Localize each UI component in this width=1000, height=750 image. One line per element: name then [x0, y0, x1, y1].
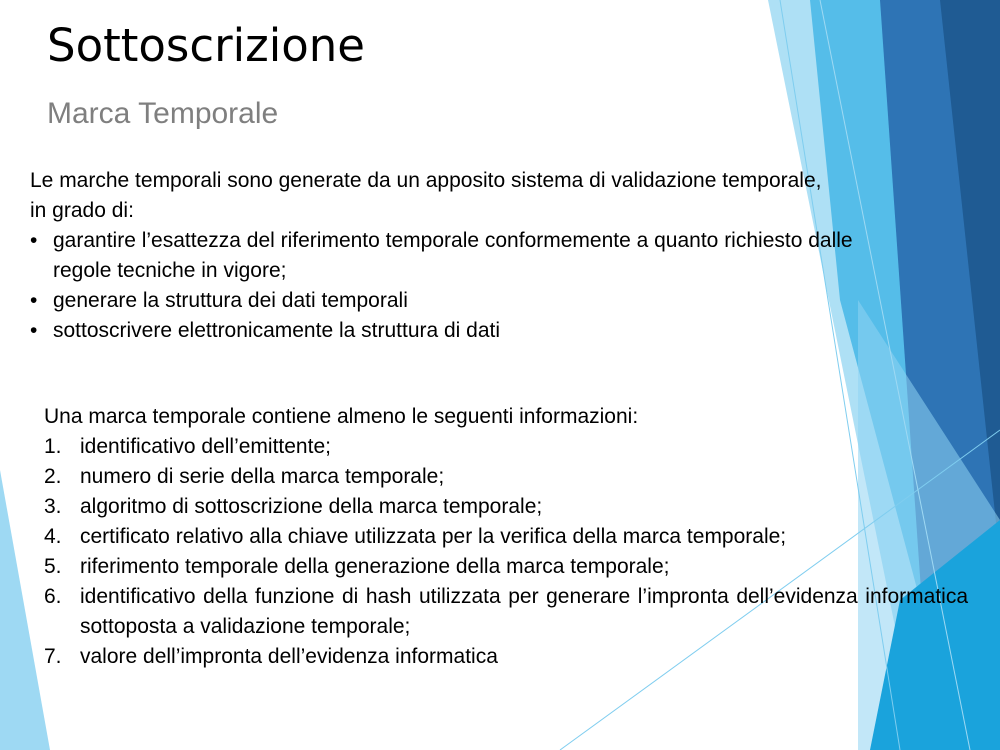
numbered-list-intro: Una marca temporale contiene almeno le seguenti informazioni:: [44, 405, 639, 428]
list-item: [30, 226, 860, 286]
item-text: riferimento temporale della generazione della marca temporale;: [80, 555, 670, 578]
list-item: [44, 492, 968, 522]
bullet-symbol: •: [30, 229, 38, 252]
bullet-text: generare la struttura dei dati temporali: [53, 289, 408, 312]
list-item: [44, 642, 968, 672]
item-text: valore dell’impronta dell’evidenza informatica: [80, 645, 498, 668]
item-number: 6.: [44, 585, 62, 608]
list-item: [44, 552, 968, 582]
bullet-text: garantire l’esattezza del riferimento temporale conformemente a quanto richiesto dalle regole tecniche in vigore;: [53, 229, 853, 282]
bullet-text: sottoscrivere elettronicamente la struttura di dati: [53, 319, 501, 342]
item-number: 3.: [44, 495, 62, 518]
info-block: [44, 402, 968, 672]
item-text: identificativo dell’emittente;: [80, 435, 331, 458]
intro-line: Le marche temporali sono generate da un apposito sistema di validazione temporale,: [30, 169, 822, 192]
item-number: 4.: [44, 525, 62, 548]
numbered-list: [44, 432, 968, 672]
list-item: [44, 582, 968, 642]
list-item: [30, 316, 860, 346]
item-number: 5.: [44, 555, 62, 578]
item-text: identificativo della funzione di hash utilizzata per generare l’impronta dell’evidenza informatica sottoposta a validazione temporale;: [80, 585, 968, 638]
item-number: 1.: [44, 435, 62, 458]
bullet-list: [30, 226, 860, 346]
intro-block: [30, 166, 860, 346]
list-item: [30, 286, 860, 316]
item-text: algoritmo di sottoscrizione della marca temporale;: [80, 495, 543, 518]
slide-subtitle: Marca Temporale: [47, 97, 279, 130]
item-number: 7.: [44, 645, 62, 668]
slide-title: Sottoscrizione: [47, 19, 365, 72]
intro-line: in grado di:: [30, 199, 134, 222]
item-text: numero di serie della marca temporale;: [80, 465, 445, 488]
bullet-symbol: •: [30, 319, 38, 342]
item-number: 2.: [44, 465, 62, 488]
left-accent-shape: [0, 470, 50, 750]
list-item: [44, 522, 968, 552]
list-item: [44, 462, 968, 492]
list-item: [44, 432, 968, 462]
item-text: certificato relativo alla chiave utilizzata per la verifica della marca temporale;: [80, 525, 787, 548]
bullet-symbol: •: [30, 289, 38, 312]
